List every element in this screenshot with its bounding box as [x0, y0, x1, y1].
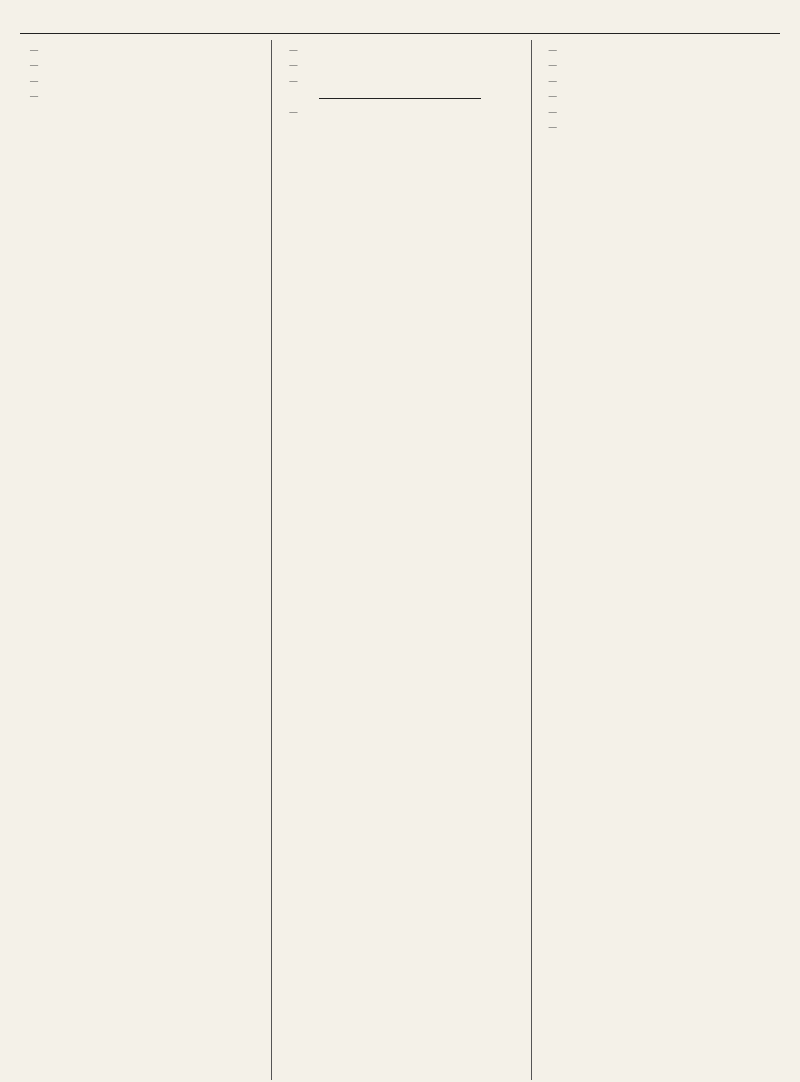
article-polymorphisme-syphilis	[20, 91, 261, 101]
article-prophylaxie-riff	[539, 60, 780, 70]
article-body: —	[548, 122, 557, 132]
page-header	[20, 8, 780, 34]
article-body: —	[30, 45, 39, 54]
article-paludisme-itasy	[539, 76, 780, 86]
column-3	[531, 40, 780, 1080]
article-body: —	[289, 107, 298, 117]
article-body: —	[289, 60, 298, 70]
article-body: —	[548, 91, 557, 101]
column-1	[20, 40, 261, 1080]
article-duodenum-pancreas	[20, 45, 261, 55]
article-heredite-cancer	[20, 76, 261, 86]
article-tryparsamide	[279, 107, 520, 117]
article-olfaction	[279, 76, 520, 86]
article-anemie-infectieuse	[279, 45, 520, 55]
article-body: —	[30, 91, 39, 101]
article-maladie-sommeil-cameroun	[539, 45, 780, 55]
article-body: —	[548, 75, 557, 85]
article-body: —	[30, 60, 39, 70]
article-body: —	[548, 60, 557, 70]
column-2	[271, 40, 520, 1080]
text-columns	[20, 40, 780, 1080]
section-rule	[319, 98, 480, 99]
article-body: —	[289, 45, 298, 54]
article-canal-lacrymo-nasal	[279, 60, 520, 70]
article-body: —	[30, 75, 39, 85]
article-formes-invisibles	[20, 60, 261, 70]
section-header	[279, 98, 520, 99]
article-body: —	[548, 45, 557, 54]
article-ponte-moustiques	[539, 122, 780, 132]
article-body: —	[548, 106, 557, 116]
article-body: —	[289, 75, 298, 85]
article-essais-quinine	[539, 91, 780, 101]
article-dosage-quinine	[539, 107, 780, 117]
